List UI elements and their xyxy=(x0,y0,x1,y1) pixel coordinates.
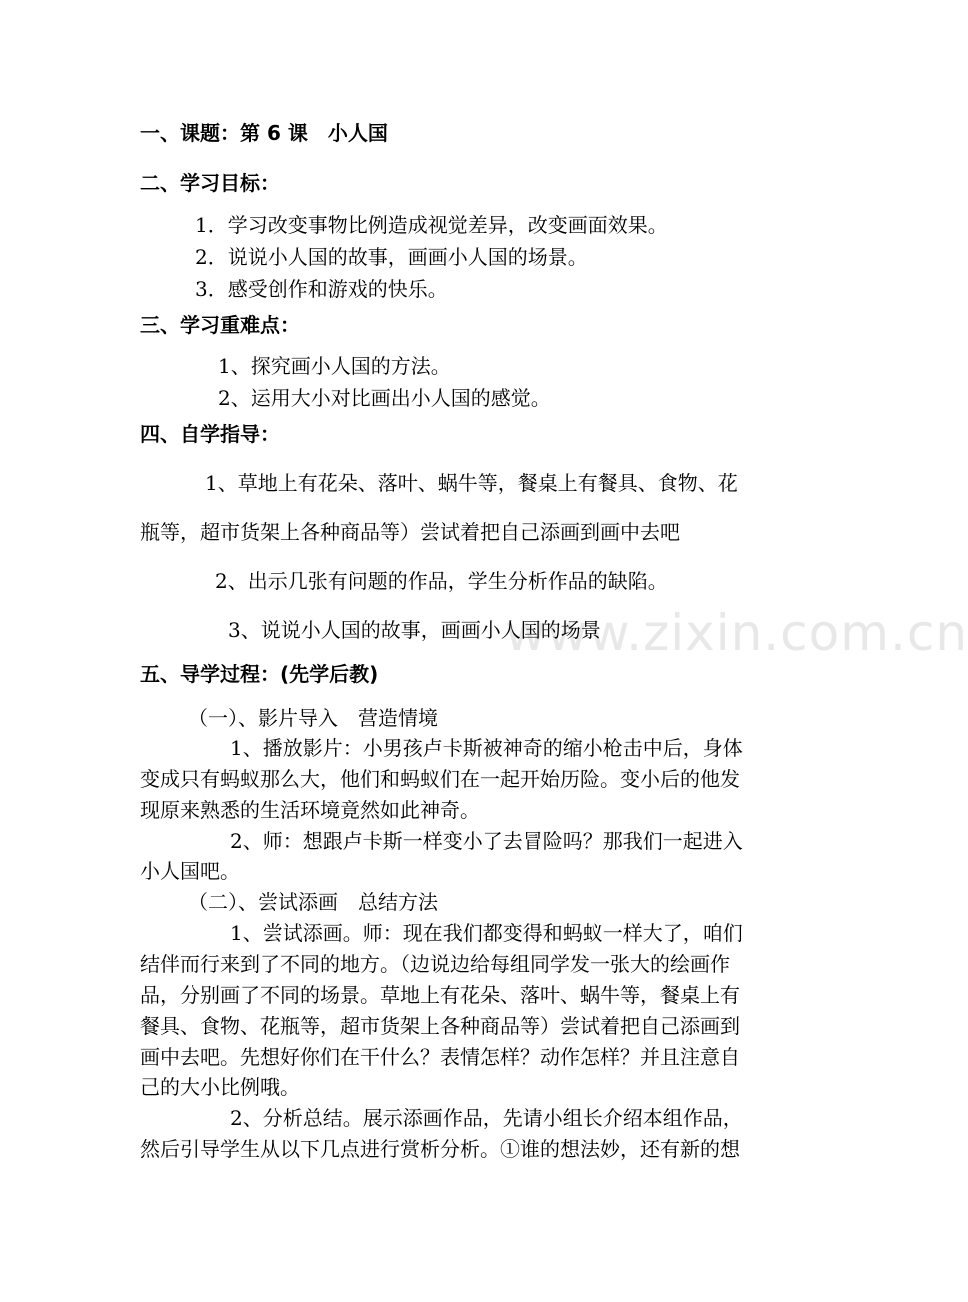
key-points-heading: 三、学习重难点： xyxy=(140,313,300,337)
goals-heading: 二、学习目标： xyxy=(140,171,280,195)
process-line: 餐具、食物、花瓶等，超市货架上各种商品等）尝试着把自己添画到 xyxy=(140,1014,740,1038)
process-line: 2、师：想跟卢卡斯一样变小了去冒险吗？那我们一起进入 xyxy=(230,829,743,853)
process-line: 画中去吧。先想好你们在干什么？表情怎样？动作怎样？并且注意自 xyxy=(140,1045,740,1069)
self-study-line: 1、草地上有花朵、落叶、蜗牛等，餐桌上有餐具、食物、花 xyxy=(205,471,738,495)
self-study-heading: 四、自学指导： xyxy=(140,422,280,446)
process-line: 品，分别画了不同的场景。草地上有花朵、落叶、蜗牛等，餐桌上有 xyxy=(140,983,740,1007)
process-line: 变成只有蚂蚁那么大，他们和蚂蚁们在一起开始历险。变小后的他发 xyxy=(140,767,740,791)
watermark: www.zixin.com.cn xyxy=(505,604,968,662)
goal-item: 2．说说小人国的故事，画画小人国的场景。 xyxy=(195,245,588,269)
process-line: 结伴而行来到了不同的地方。（边说边给每组同学发一张大的绘画作 xyxy=(140,952,730,976)
process-line: （二）、尝试添画 总结方法 xyxy=(188,890,438,914)
topic-heading: 一、课题：第 6 课 小人国 xyxy=(140,121,388,145)
process-line: 1、播放影片：小男孩卢卡斯被神奇的缩小枪击中后，身体 xyxy=(230,736,743,760)
key-point-item: 2、运用大小对比画出小人国的感觉。 xyxy=(218,386,551,410)
goal-item: 3．感受创作和游戏的快乐。 xyxy=(195,277,448,301)
process-heading: 五、导学过程：(先学后教) xyxy=(140,662,379,686)
goal-item: 1．学习改变事物比例造成视觉差异，改变画面效果。 xyxy=(195,213,668,237)
self-study-line: 3、说说小人国的故事，画画小人国的场景 xyxy=(228,618,601,642)
process-line: 己的大小比例哦。 xyxy=(140,1075,300,1099)
process-line: 1、尝试添画。师：现在我们都变得和蚂蚁一样大了，咱们 xyxy=(230,921,743,945)
process-line: 小人国吧。 xyxy=(140,859,240,883)
process-line: 然后引导学生从以下几点进行赏析分析。①谁的想法妙，还有新的想 xyxy=(140,1137,740,1161)
process-line: （一）、影片导入 营造情境 xyxy=(188,706,438,730)
self-study-line: 2、出示几张有问题的作品，学生分析作品的缺陷。 xyxy=(215,569,668,593)
process-line: 2、分析总结。展示添画作品，先请小组长介绍本组作品， xyxy=(230,1106,743,1130)
process-line: 现原来熟悉的生活环境竟然如此神奇。 xyxy=(140,798,480,822)
key-point-item: 1、探究画小人国的方法。 xyxy=(218,354,451,378)
self-study-line: 瓶等，超市货架上各种商品等）尝试着把自己添画到画中去吧 xyxy=(140,520,680,544)
